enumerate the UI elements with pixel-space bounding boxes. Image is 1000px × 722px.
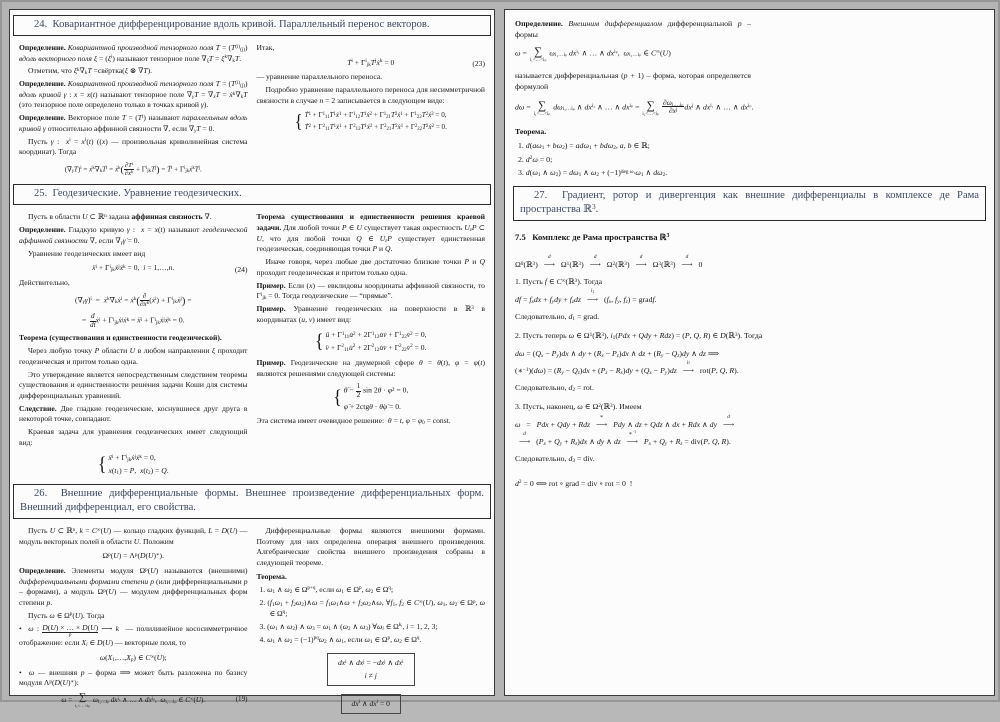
de-rham-complex-block: [513, 231, 977, 489]
item-paragraph: 1. Пусть f ∈ C∞(ℝ$^3$). Тогда: [515, 277, 603, 287]
section-26-col-1: [19, 524, 248, 722]
remark-paragraph: Отметим, что $\xi^k\nabla_kT$ =свёртка(ξ ⊗ ∇T).: [28, 66, 153, 77]
theorem-item: 2. ($f_1\omega_1$ + $f_2\omega_2)\wedge\omega$ = $f_1\omega_1\wedge\omega$ + $f_2\omega_2\wedge\omega$, $\forall f_1$, $f_2$ ∈ C∞(U), $\omega_1$, $\omega_2$ ∈ $\Omega^p$, ω ∈ $\Omega^q$;: [259, 597, 485, 618]
text-paragraph: Дифференциальные формы являются внешними формами. Поэтому для них определена операция внешнего произведения. Алгебраические свойства внешнего произведения собраны в следующей теореме.: [256, 526, 485, 568]
page-right: [504, 9, 995, 696]
boxed-formula: [341, 694, 401, 714]
formula: v̈ + $\Gamma^2_{11}u̇^2$ + $2\Gamma^2_{12}u̇v̇$ + $\Gamma^2_{22}v̇^2 = 0$.: [325, 342, 427, 353]
definition-paragraph: Определение. Внешним дифференциалом дифференциальной p – формы: [515, 19, 751, 40]
boxed-formula: [327, 653, 415, 685]
definition-paragraph: Определение. Элементы модуля $\Omega^p(U)$ называются (внешними) дифференциальными формами степени p (или дифференциальными p – формами), а модуль $\Omega^p(U)$ — модулем дифференциальных форм степени p.: [19, 566, 248, 607]
equation-19: [19, 693, 248, 709]
section-25-col-2: [257, 210, 486, 481]
text-paragraph: Действительно,: [19, 277, 70, 287]
text-paragraph: Эта система имеет очевидное решение: θ = t, $\varphi = \varphi_0$ = const.: [256, 416, 451, 427]
section-25-body: [13, 210, 491, 481]
item-paragraph: 3. Пусть, наконец, ω ∈ $\Omega^2(ℝ^3)$. Имеем: [515, 402, 642, 412]
formula: df = $f_xdx + f_ydy + f_zdz$ $i_1$ ⟶ ($f_x$, $f_y$, $f_z$) = gradf.: [515, 288, 657, 305]
text-paragraph: Пусть γ : $x^i = x^i(t)$ ((x) — произвольная криволинейная система координат). Тогда: [19, 136, 248, 157]
text-paragraph: Краевая задача для уравнения геодезических имеет следующий вид:: [19, 427, 248, 447]
section-26-title: 26. Внешние дифференциальные формы. Внешнее произведение дифференциальных форм. Внешний дифференциал, его свойства.: [13, 484, 491, 519]
definition-paragraph: Определение. Ковариантной производной тензорного поля $T = (T^{(i)}_{(j)})$ вдоль кривой γ : x = x(t) называют тензорное поле $\nabla_\gamma T = \nabla_ẋT$ = $ẋ^k\nabla_kT$ (это тензорное поле определено только в точках кривой γ).: [19, 79, 248, 110]
formula: i ≠ j: [364, 670, 377, 680]
example-paragraph: Пример. Геодезические на двумерной сфере θ = θ(t), φ = φ(t) являются решениями следующей системы:: [256, 358, 485, 378]
text-paragraph: Пусть U ⊂ ℝ$^n$, k = C∞(U) — кольцо гладких функций, L = D(U) — модуль векторных полей в области U. Положим: [19, 526, 248, 546]
theorem-heading: Теорема (существования и единственности геодезической).: [19, 333, 222, 343]
equation-system: [257, 383, 486, 412]
text-paragraph: Следовательно, $d_1$ = grad.: [515, 311, 600, 323]
section-26-body: [13, 524, 491, 722]
text-paragraph: Подробно уравнение параллельного переноса для несимметричной связности в случае n = 2 записывается в следующем виде:: [256, 85, 485, 105]
text-paragraph: Следовательно, $d_2$ = rot.: [515, 383, 594, 394]
section-24-col-2: [257, 41, 486, 182]
example-paragraph: Пример. Уравнение геодезических на поверхности в ℝ$^3$ в координатах (u, v) имеет вид:: [256, 303, 486, 324]
section-24-title: 24. Ковариантное дифференцирование вдоль кривой. Параллельный перенос векторов.: [13, 15, 491, 36]
equation-23: [257, 58, 486, 69]
formula: dω = ∑ i₁<…<iₚ $d\omega_{i_1\dots i_p}$ ∧ $dx^{i_1}$ ∧ … ∧ $dx^{i_p}$ = ∑ i₁<…<iₚ $\frac{\partial\omega_{i_1\dots i_p}}{\partial x^j}$ $dx^j$ ∧ $dx^{i_1}$ ∧ … ∧ $dx^{i_p}$.: [515, 97, 754, 118]
formula: ü + $\Gamma^1_{11}u̇^2$ + $2\Gamma^1_{12}u̇v̇$ + $\Gamma^1_{22}v̇^2 = 0$,: [325, 330, 427, 341]
corollary-paragraph: Следствие. Две гладкие геодезические, коснувшиеся друг друга в некоторой точке, совпадают.: [19, 403, 248, 424]
section-26-col-2: [257, 524, 486, 722]
item-paragraph: 2. Пусть теперь ω ∈ $\Omega^1(ℝ^3)$, $i_1(Pdx$ + Qdy + Rdz) = (P, Q, R) ∈ D(ℝ$^3$). Тогда: [515, 331, 763, 342]
formula: $dx^i$ ∧ $dx^i = 0$: [351, 698, 390, 708]
text-paragraph: Это утверждение является непосредственным следствием теоремы существования и единственности решения задачи Коши для системы дифференциальных уравнений.: [19, 369, 248, 400]
section-24-col-1: [19, 41, 248, 182]
section-25-title: 25. Геодезические. Уравнение геодезических.: [13, 184, 491, 205]
formula: θ̈ − $\frac{1}{2}$ sin 2θ · φ̇$^2$ = 0,: [343, 382, 409, 400]
theorem-heading: Теорема.: [256, 571, 287, 581]
formula: $d^2 = 0$ ⟺ rot ∘ grad = div ∘ rot = 0 !: [515, 478, 633, 488]
formula: ω = ∑ i₁<…<iₚ $\omega_{i_1\dots i_p}$ $dx^{i_1}$ ∧ … ∧ $dx^{i_p}$, $\omega_{i_1\dots i_p}$ ∈ C∞(U): [515, 45, 671, 64]
formula: (∗$^{-1}$)(dω) = $(R_y - Q_z)dx + (P_z - R_x)dy + (Q_x - P_y)dz$ $i_1$ ⟶ rot(P, Q, R).: [515, 359, 739, 376]
formula: ω = Pdx + Qdy + Rdz ∗ ⟶ Pdy ∧ dz + Qdz ∧ dx + Rdx ∧ dy d ⟶: [515, 413, 735, 429]
text-paragraph: называется дифференциальная (p + 1) – форма, которая определяется формулой: [515, 70, 751, 92]
text-paragraph: Иначе говоря, через любые две достаточно близкие точки P и Q проходит геодезическая и притом только одна.: [256, 257, 485, 277]
section-25-col-1: [19, 210, 248, 481]
definition-paragraph: Определение. Векторное поле $T = (T^i)$ называют параллельным вдоль кривой γ относительно аффинной связности ∇, если $\nabla_\gamma T = 0$.: [19, 113, 248, 134]
brace: {: [294, 111, 303, 133]
section-27-title: 27. Градиент, ротор и дивергенция как внешние дифференциалы в комплексе де Рама пространства ℝ$^3$.: [513, 186, 986, 221]
text-paragraph: Уравнение геодезических имеет вид: [28, 248, 146, 258]
brace: {: [97, 453, 107, 476]
formula: $(\nabla_{\gammȧ}\gammȧ)^i$ = $ẋ^k\nabla_kẋ^i$ = ẋ$^k$( ∂ $\partial x^k$ (ẋ$^i$) + $\Gamma^i_{jk}ẋ^j$) =: [74, 291, 192, 309]
formula: $dx^i$ ∧ $dx^j = -dx^j$ ∧ $dx^i$: [337, 658, 404, 668]
brace: {: [314, 329, 324, 353]
formula: Ṫ$^1$ + $\Gamma^1_{11}T^1ẋ^1$ + $\Gamma^1_{12}T^1ẋ^2$ + $\Gamma^1_{21}T^2ẋ^1$ + $\Gamma^1_{22}T^2ẋ^2 = 0$,: [304, 111, 447, 120]
text-paragraph: — уравнение параллельного переноса.: [256, 72, 383, 82]
theorem-item: 1. $d(a\omega_1 + b\omega_2) = ad\omega_1 + bd\omega_2$, a, b ∈ ℝ;: [518, 140, 650, 151]
formula: ω = ∑ i₁<…<iₚ $\omega_{i_1\dots i_p}$ $dx^{i_1}$ ∧ … ∧ $dx^{i_p}$, $\omega_{i_1\dots i_p}$ ∈ C∞(U).: [61, 691, 206, 709]
formula: $x(t_1) = P$, $x(t_2) = Q$.: [108, 465, 169, 476]
equation-system: [19, 452, 248, 477]
formula: ẍ$^i$ + $\Gamma^i_{jk}ẋ^jẋ^k = 0$,: [108, 453, 156, 464]
exterior-differential-block: [513, 14, 847, 183]
formula: d ⟶ $(P_x + Q_y + R_z)dx$ ∧ dy ∧ dz ∗$^{-1}$ ⟶ $P_x + Q_y + R_z = div(P$, Q, R).: [519, 430, 731, 448]
equation-number: (23): [472, 58, 485, 68]
subsection-7-5-heading: 7.5 Комплекс де Рама пространства ℝ$^3$: [515, 231, 670, 242]
formula: φ̈ + 2ctgθ · θ̇φ̇ = 0.: [343, 401, 401, 411]
formula: $(\nabla_\gamma T)^i$ = $ẋ^k\nabla_kT^i$ = ẋ$^k$( $\frac{\partial T^i}{\partial x^k}$ + $\Gamma^i_{jk}T^j$) = Ṫ$^i$ + $\Gamma^i_{jk}ẋ^kT^j$.: [64, 160, 202, 178]
formula: $\omega(X_1,\dots,X_p)$ ∈ C∞(U);: [99, 653, 167, 664]
equation-number: (19): [235, 694, 248, 703]
text-paragraph: Пусть в области U ⊂ ℝ$^n$ задана аффинная связность ∇.: [28, 212, 212, 222]
page-left: [9, 9, 495, 709]
theorem-item: 3. $d(\omega_1$ ∧ $\omega_2) = d\omega_1$ ∧ $\omega_2 + (-1)^{deg \omega_1}\omega_1$ ∧ $d\omega_2$.: [518, 168, 668, 179]
text-paragraph: Пусть ω ∈ $\Omega^p(U)$. Тогда: [28, 610, 105, 620]
de-rham-complex-formula: $\Omega^0(ℝ^3)$ d ⟶ $\Omega^1(ℝ^3)$ d ⟶ $\Omega^2(ℝ^3)$ d ⟶ $\Omega^3(ℝ^3)$ d ⟶ 0: [515, 253, 703, 270]
definition-paragraph: Определение. Ковариантной производной тензорного поля $T = (T^{(i)}_{(j)})$ вдоль векторного поля $\xi = (\xi^i)$ называют тензорное поле $\nabla_\xi T = \xi^k\nabla_kT$.: [19, 42, 248, 64]
theorem-item: 3. ($\omega_1$ ∧ $\omega_2$) ∧ $\omega_3 = \omega_1$ ∧ ($\omega_2$ ∧ $\omega_3$) $\forall\omega_i$ ∈ $\Omega^{k_i}$, i = 1, 2, 3;: [259, 621, 438, 632]
formula: $d\omega = (Q_x - P_y)dx$ ∧ dy + $(R_x - P_z)dx$ ∧ dz + $(R_y - Q_z)dy$ ∧ dz ⟹: [515, 348, 720, 359]
bullet-item: • ω — внешняя p – форма ⟹ может быть разложена по базису модуля $\Lambda^p(D(U)^∗)$:: [19, 667, 248, 688]
theorem-paragraph: Теорема существования и единственности решения краевой задачи. Для любой точки P ∈ U существует такая окрестность $U_\varepsilon P$ ⊂ U, что для любой точки Q ∈ $U_\varepsilon P$ существует единственная геодезическая, соединяющая точки P и Q.: [256, 212, 486, 254]
equation-system: [257, 329, 486, 354]
equation-system: [257, 110, 486, 133]
formula: ẍ$^i$ + $\Gamma^i_{jk}ẋ^jẋ^k = 0$, i = 1,…,n.: [92, 263, 175, 274]
equation-24: [19, 263, 248, 274]
brace: {: [333, 386, 342, 409]
theorem-item: 1. $\omega_1$ ∧ $\omega_2$ ∈ $\Omega^{p+q}$, если $\omega_1$ ∈ $\Omega^p$, $\omega_2$ ∈ $\Omega^q$;: [259, 584, 394, 595]
definition-paragraph: Определение. Гладкую кривую γ : x = x(t) называют геодезической аффинной связности ∇, если $\nabla_{\gammȧ}\gammȧ = 0$.: [19, 225, 248, 246]
bullet-item: • ω : D(U) × … × D(U) p ⟶ k — полилинейное кососимметричное отображение: если $X_i$ ∈ D(U) — векторные поля, то: [19, 622, 248, 649]
theorem-body: Через любую точку P области U в любом направлении ξ проходит геодезическая и притом только одна.: [19, 346, 248, 366]
formula: Ṫ$^i$ + $\Gamma^i_{jk}T^jẋ^k = 0$: [347, 57, 395, 68]
formula: = $\frac{d}{dt}$ ẋ$^i$ + $\Gamma^i_{jk}ẋ^jẋ^k$ = ẍ$^i$ + $\Gamma^i_{jk}ẋ^jẋ^k = 0$.: [81, 312, 185, 329]
text-paragraph: Следовательно, $d_3$ = div.: [515, 454, 595, 465]
theorem-item: 4. $\omega_1$ ∧ $\omega_2 = (-1)^{pq}\omega_2$ ∧ $\omega_1$, если $\omega_1$ ∈ $\Omega^p$, $\omega_2$ ∈ $\Omega^q$.: [259, 634, 422, 645]
theorem-item: 2. $d^2\omega = 0$;: [518, 154, 553, 164]
text-paragraph: Итак,: [256, 42, 275, 52]
equation-number: (24): [234, 264, 248, 274]
theorem-heading: Теорема.: [515, 126, 547, 136]
formula: $\Omega^p(U) = \Lambda^p(D(U)^∗)$.: [102, 551, 164, 561]
example-paragraph: Пример. Если (x) — евклидовы координаты аффинной связности, то $\Gamma^i_{jk} = 0$. Тогда геодезические — “прямые”.: [256, 280, 485, 302]
section-24-body: [13, 41, 491, 182]
formula: Ṫ$^2$ + $\Gamma^2_{11}T^1ẋ^1$ + $\Gamma^2_{12}T^1ẋ^2$ + $\Gamma^2_{21}T^2ẋ^1$ + $\Gamma^2_{22}T^2ẋ^2 = 0$.: [304, 122, 447, 132]
